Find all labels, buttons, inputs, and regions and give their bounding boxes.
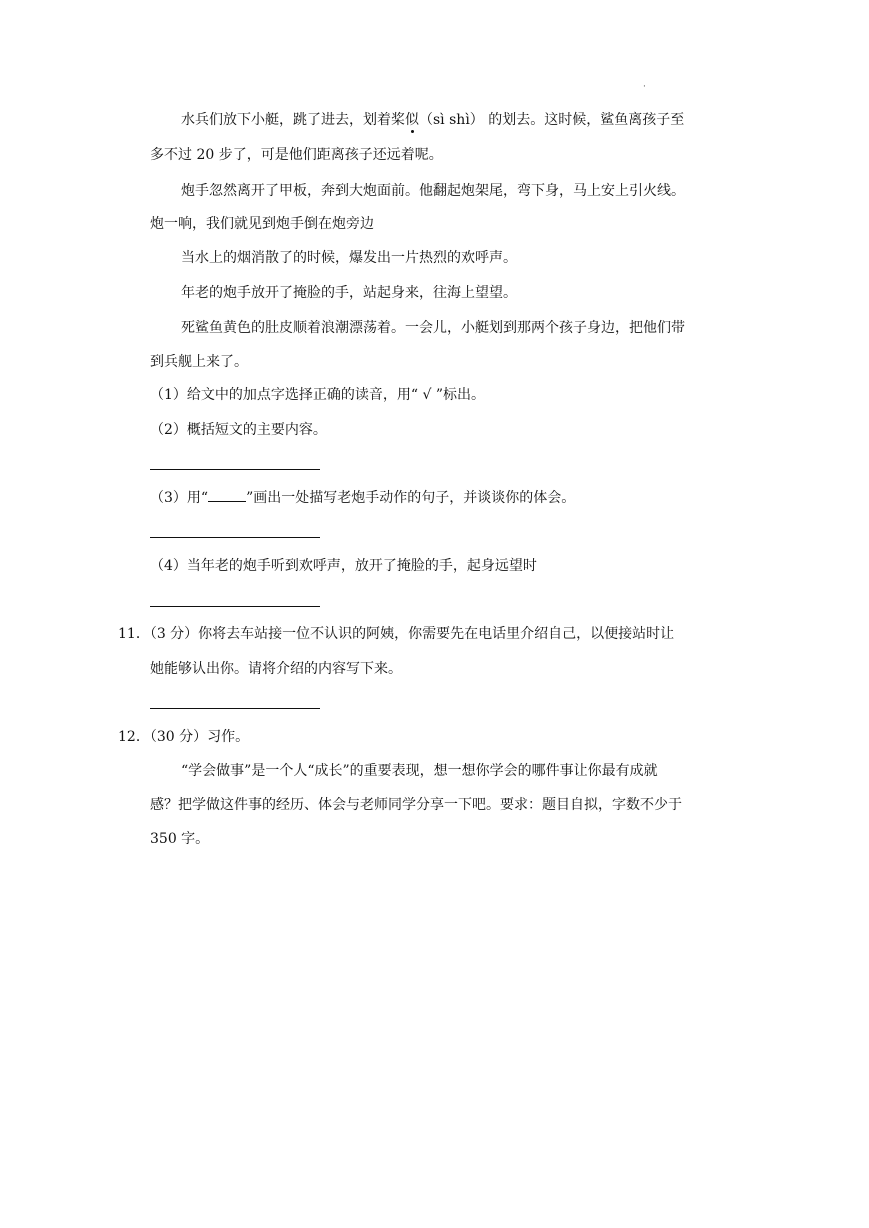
- passage-p5-line1: 死鲨鱼黄色的肚皮顺着浪潮漂荡着。一会儿，小艇划到那两个孩子身边，把他们带: [181, 320, 685, 336]
- question-2: （2）概括短文的主要内容。: [150, 422, 327, 438]
- passage-p1-line2: 多不过 20 步了，可是他们距离孩子还远着呢。: [150, 147, 443, 163]
- question-3-text-after: ”画出一处描写老炮手动作的句子，并谈谈你的体会。: [246, 490, 576, 506]
- corner-mark: ·: [643, 82, 646, 92]
- passage-p4: 年老的炮手放开了掩脸的手，站起身来，往海上望望。: [181, 285, 517, 301]
- emphasized-char: 似: [405, 112, 419, 128]
- passage-p2-line1: 炮手忽然离开了甲板，奔到大炮面前。他翻起炮架尾，弯下身，马上安上引火线。: [181, 183, 685, 199]
- answer-line-item-11[interactable]: [150, 708, 320, 709]
- passage-p2-line2: 炮一响，我们就见到炮手倒在炮旁边: [150, 216, 374, 232]
- answer-line-q2[interactable]: [150, 469, 320, 470]
- answer-line-q4[interactable]: [150, 606, 320, 607]
- question-4: （4）当年老的炮手听到欢呼声，放开了掩脸的手，起身远望时: [150, 558, 537, 574]
- passage-p3: 当水上的烟消散了的时候，爆发出一片热烈的欢呼声。: [181, 250, 517, 266]
- item-12-header: 12．（30 分）习作。: [118, 729, 250, 745]
- question-3: [150, 488, 575, 508]
- passage-p5-line2: 到兵舰上来了。: [150, 354, 248, 370]
- item-11-line2: 她能够认出你。请将介绍的内容写下来。: [150, 661, 402, 677]
- item-12-line3: 350 字。: [150, 831, 210, 847]
- passage-p1-text-after: （sì shì） 的划去。这时候，鲨鱼离孩子至: [419, 112, 685, 128]
- question-3-text-before: （3）用“: [150, 490, 209, 506]
- answer-line-q3[interactable]: [150, 537, 320, 538]
- passage-p1-text-before: 水兵们放下小艇，跳了进去，划着桨: [181, 112, 405, 128]
- item-12-line2: 感？把学做这件事的经历、体会与老师同学分享一下吧。要求：题目自拟，字数不少于: [150, 797, 682, 813]
- item-12-line1: “学会做事”是一个人“成长”的重要表现，想一想你学会的哪件事让你最有成就: [181, 763, 658, 779]
- item-11-line1: 11．（3 分）你将去车站接一位不认识的阿姨，你需要先在电话里介绍自己，以便接站时让: [118, 626, 675, 642]
- question-1: （1）给文中的加点字选择正确的读音，用“ √ ”标出。: [150, 387, 486, 403]
- passage-p1-line1: [181, 110, 684, 130]
- underline-blank: [208, 489, 246, 502]
